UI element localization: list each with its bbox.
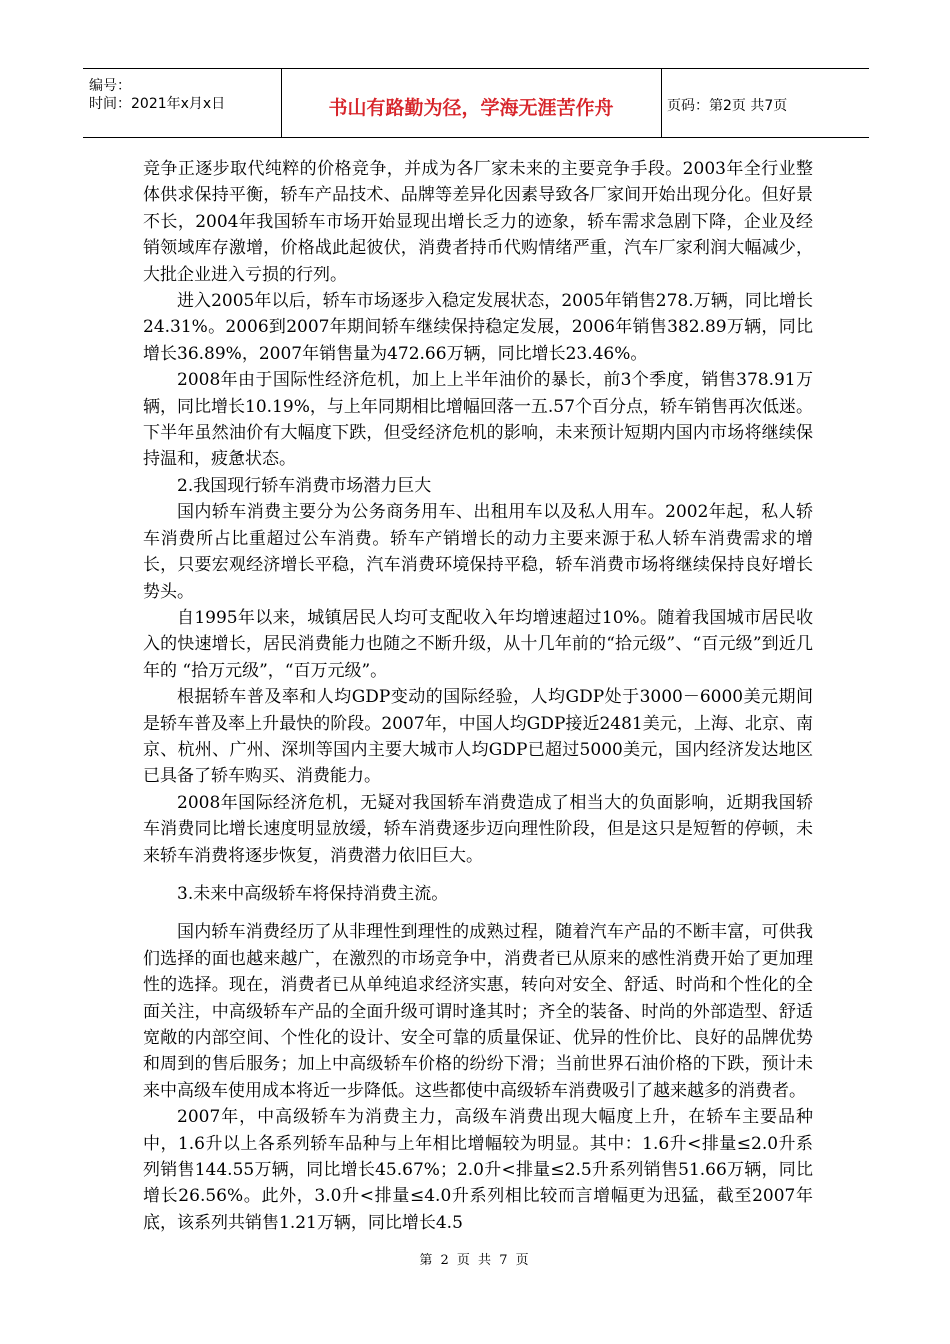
header-motto: 书山有路勤为径，学海无涯苦作舟 — [328, 97, 614, 119]
page-footer: 第 2 页 共 7 页 — [419, 1253, 531, 1268]
header-page-number: 页码：第2页 共7页 — [667, 98, 788, 114]
paragraph: 2008年国际经济危机，无疑对我国轿车消费造成了相当大的负面影响，近期我国轿车消费同比增长速度明显放缓，轿车消费逐步迈向理性阶段，但是这只是短暂的停顿，未来轿车消费将逐步恢复，消费潜力依旧巨大。 — [143, 792, 813, 866]
section-heading: 2.我国现行轿车消费市场潜力巨大 — [177, 475, 432, 496]
document-date-label: 时间：2021年x月x日 — [89, 96, 226, 112]
header-page-cell — [661, 69, 869, 137]
paragraph: 国内轿车消费经历了从非理性到理性的成熟过程，随着汽车产品的不断丰富，可供我们选择的面也越来越广，在激烈的市场竞争中，消费者已从原来的感性消费开始了更加理性的选择。现在，消费者已从单纯追求经济实惠，转向对安全、舒适、时尚和个性化的全面关注，中高级轿车产品的全面升级可谓时逢其时；齐全的装备、时尚的外部造型、舒适宽敞的内部空间、个性化的设计、安全可靠的质量保证、优异的性价比、良好的品牌优势和周到的售后服务；加上中高级轿车价格的纷纷下滑；当前世界石油价格的下跌，预计未来中高级车使用成本将近一步降低。这些都使中高级轿车消费吸引了越来越多的消费者。 — [143, 922, 813, 1101]
page-header — [83, 68, 869, 138]
section-heading: 3.未来中高级轿车将保持消费主流。 — [177, 883, 449, 904]
document-body — [143, 156, 813, 1236]
header-meta-cell — [83, 69, 282, 137]
paragraph: 根据轿车普及率和人均GDP变动的国际经验，人均GDP处于3000－6000美元期间是轿车普及率上升最快的阶段。2007年，中国人均GDP接近2481美元，上海、北京、南京、杭州、广州、深圳等国内主要大城市人均GDP已超过5000美元，国内经济发达地区已具备了轿车购买、消费能力。 — [143, 687, 813, 787]
paragraph: 竞争正逐步取代纯粹的价格竞争，并成为各厂家未来的主要竞争手段。2003年全行业整体供求保持平衡，轿车产品技术、品牌等差异化因素导致各厂家间开始出现分化。但好景不长，2004年我国轿车市场开始显现出增长乏力的迹象，轿车需求急剧下降，企业及经销领域库存激增，价格战此起彼伏，消费者持币代购情绪严重，汽车厂家利润大幅减少，大批企业进入亏损的行列。 — [143, 159, 813, 285]
paragraph: 自1995年以来，城镇居民人均可支配收入年均增速超过10%。随着我国城市居民收入的快速增长，居民消费能力也随之不断升级，从十几年前的“拾元级”、“百元级”到近几年的 “拾万元级”，“百万元级”。 — [143, 607, 813, 681]
paragraph: 进入2005年以后，轿车市场逐步入稳定发展状态，2005年销售278.万辆，同比增长24.31%。2006到2007年期间轿车继续保持稳定发展，2006年销售382.89万辆，同比增长36.89%，2007年销售量为472.66万辆，同比增长23.46%。 — [143, 291, 813, 364]
paragraph: 2008年由于国际性经济危机，加上上半年油价的暴长，前3个季度，销售378.91万辆，同比增长10.19%，与上年同期相比增幅回落一五.57个百分点，轿车销售再次低迷。下半年虽然油价有大幅度下跌，但受经济危机的影响，未来预计短期内国内市场将继续保持温和，疲惫状态。 — [143, 370, 813, 470]
header-motto-cell — [281, 69, 662, 137]
paragraph: 国内轿车消费主要分为公务商务用车、出租用车以及私人用车。2002年起，私人轿车消费所占比重超过公车消费。轿车产销增长的动力主要来源于私人轿车消费需求的增长，只要宏观经济增长平稳，汽车消费环境保持平稳，轿车消费市场将继续保持良好增长势头。 — [143, 502, 813, 602]
document-number-label: 编号： — [89, 78, 131, 94]
paragraph: 2007年，中高级轿车为消费主力，高级车消费出现大幅度上升，在轿车主要品种中，1.6升以上各系列轿车品种与上年相比增幅较为明显。其中：1.6升<排量≤2.0升系列销售144.55万辆，同比增长45.67%；2.0升<排量≤2.5升系列销售51.66万辆，同比增长26.56%。此外，3.0升<排量≤4.0升系列相比较而言增幅更为迅猛，截至2007年底，该系列共销售1.21万辆，同比增长4.5 — [143, 1107, 813, 1233]
